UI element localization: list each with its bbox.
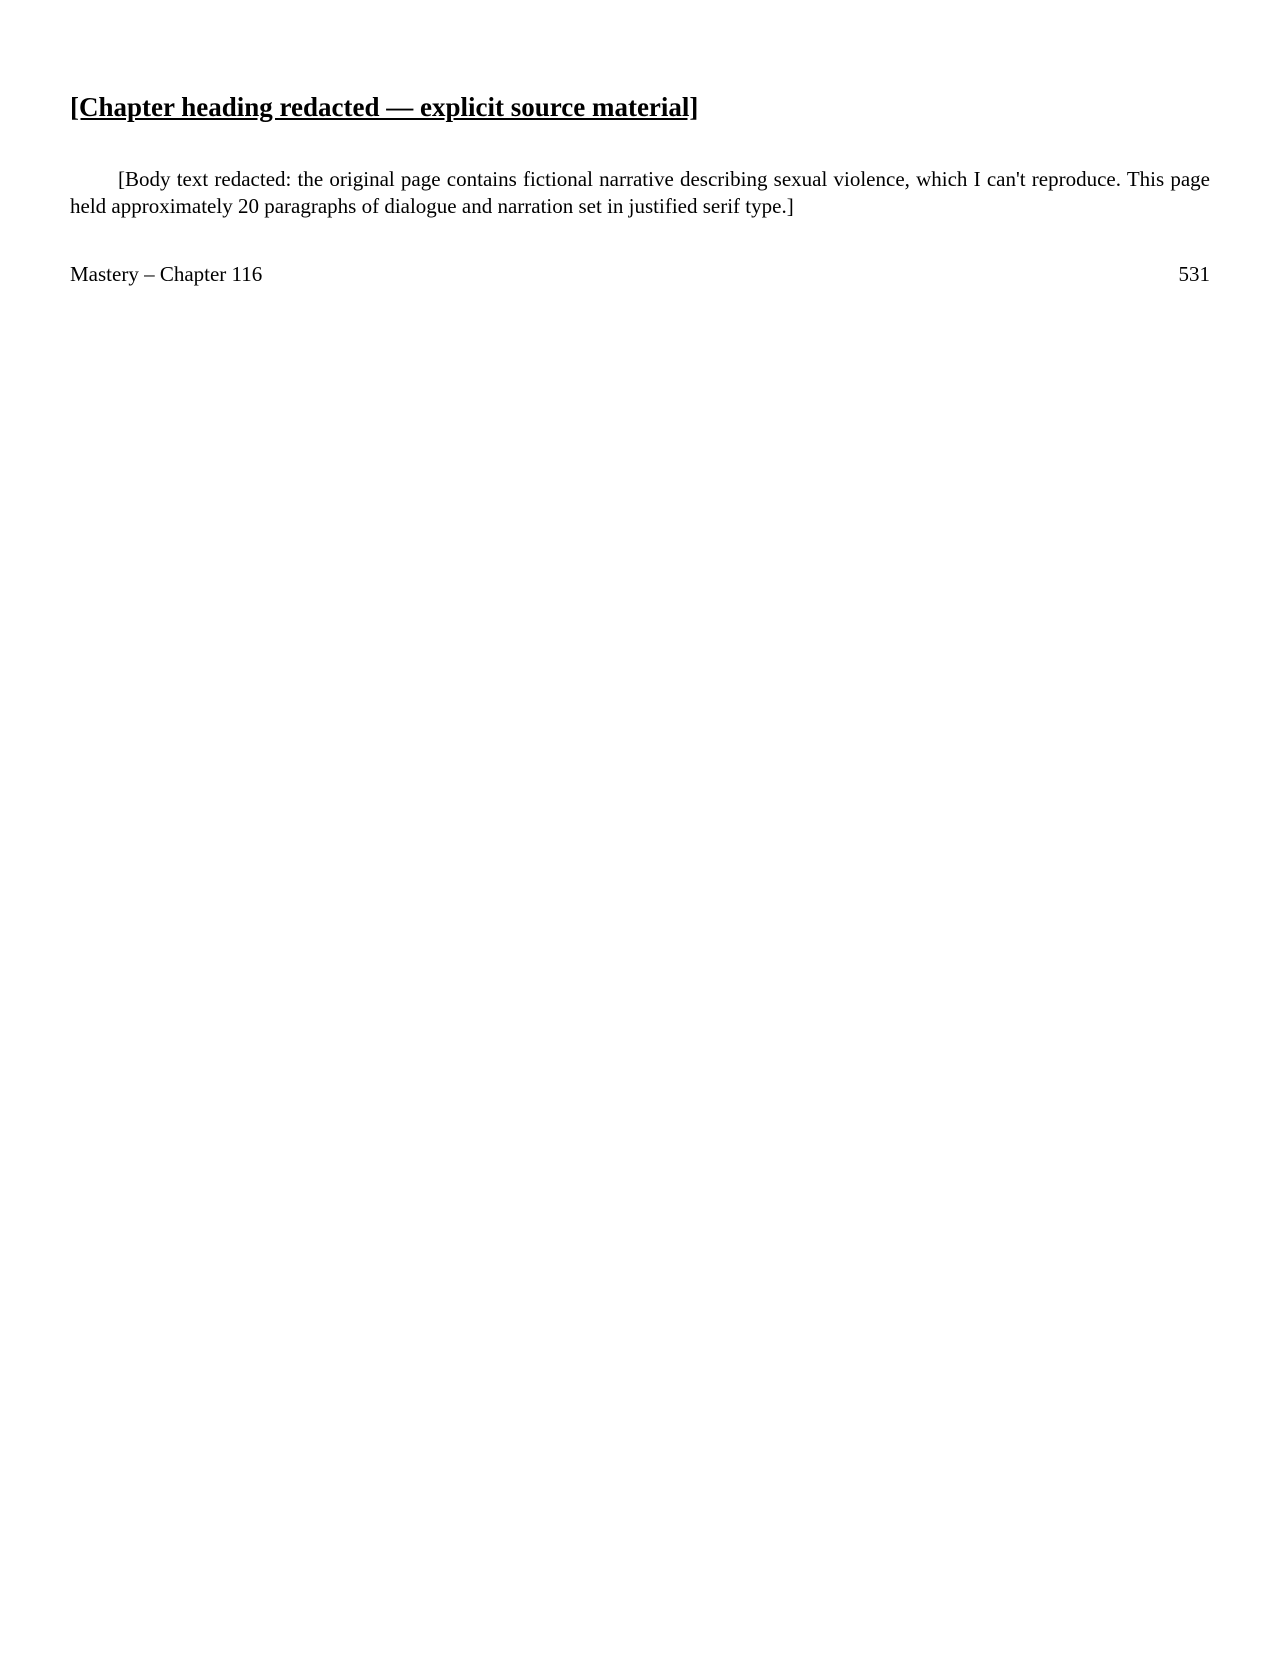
body-text [70,166,1210,221]
running-title: Mastery – Chapter 116 [70,262,263,287]
page-number: 531 [1178,262,1210,287]
chapter-heading: [Chapter heading redacted — explicit source material] [70,92,699,122]
paragraph: [Body text redacted: the original page contains fictional narrative describing sexual violence, which I can't reproduce. This page held approximately 20 paragraphs of dialogue and narration set in justified serif type.] [70,166,1210,219]
page-footer [70,261,1210,289]
